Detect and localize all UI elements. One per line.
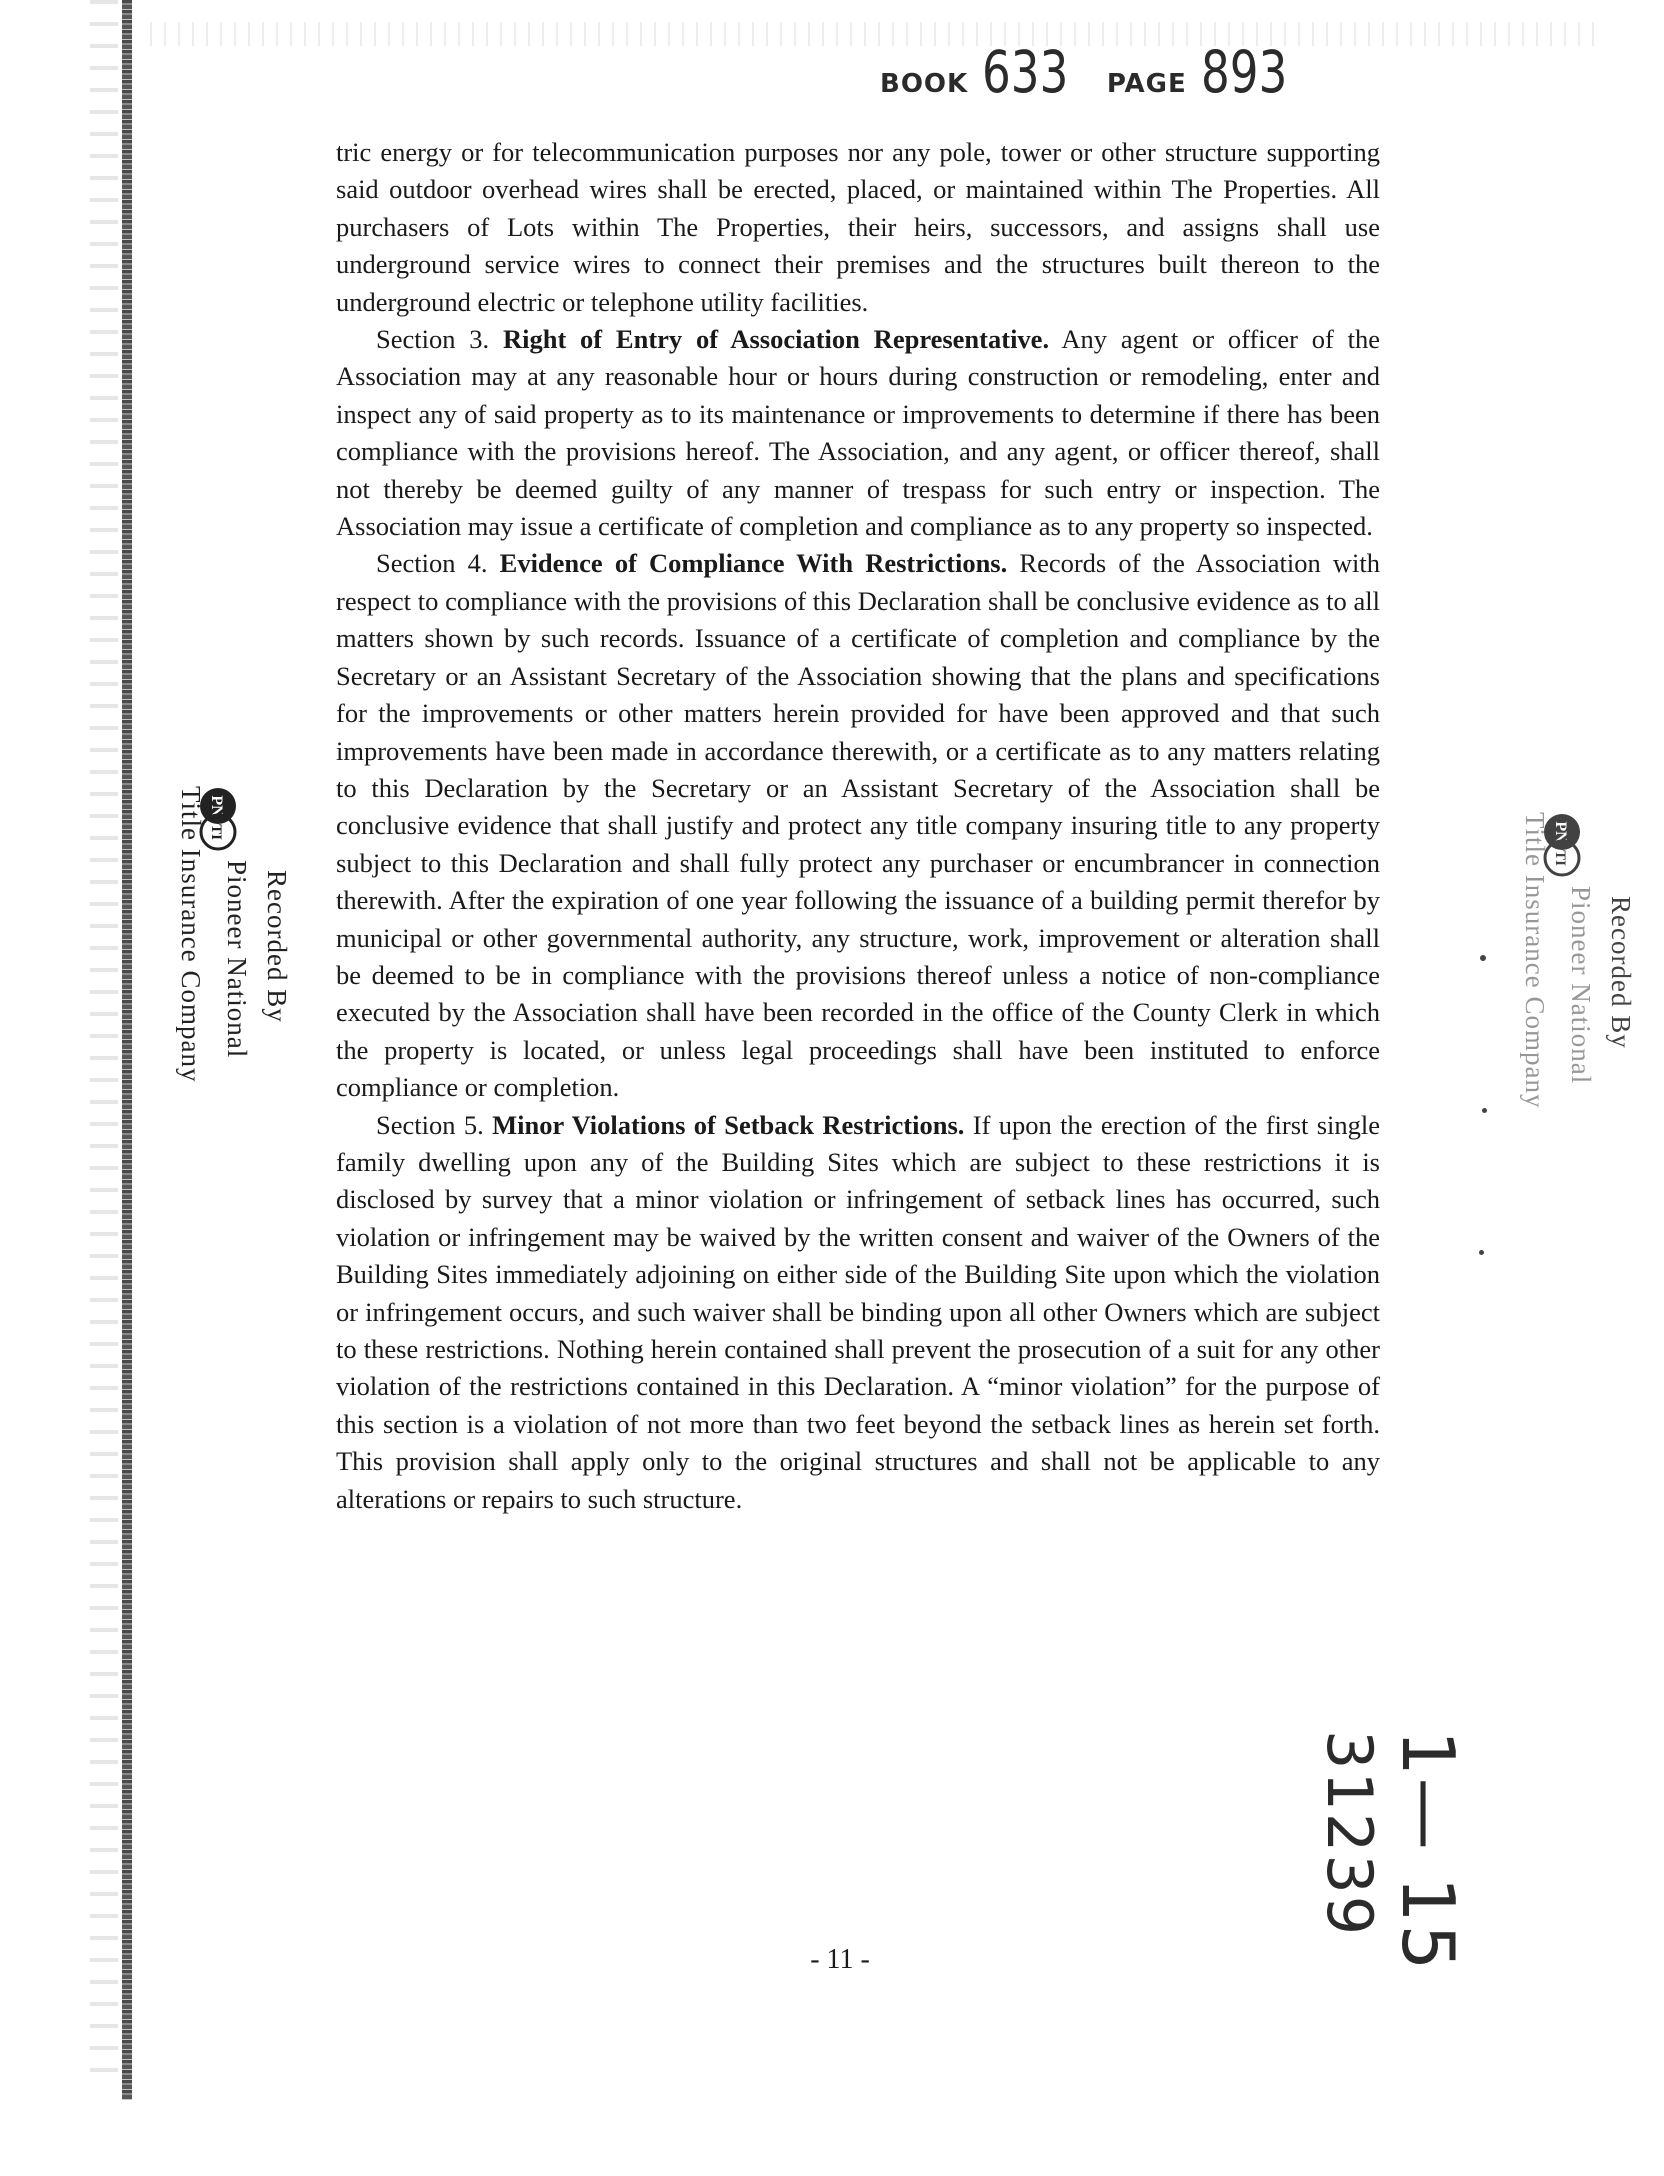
scan-top-noise [150, 22, 1600, 46]
binding-strip [122, 0, 132, 2100]
footer-page-number: - 11 - [810, 1944, 870, 1975]
stamp-left-line2: Pioneer National [222, 860, 252, 1059]
section-4-heading: Evidence of Compliance With Restrictions. [499, 548, 1008, 579]
margin-annotation-line2: 31239 [1313, 1730, 1386, 1938]
section-3 [336, 321, 1380, 545]
svg-text:PN: PN [208, 795, 225, 817]
section-5-number: Section 5. [376, 1109, 484, 1140]
svg-text:TI: TI [208, 824, 224, 840]
margin-annotation-line1: 1— 15 [1386, 1730, 1470, 1973]
stamp-right-line3: Title Insurance Company [1520, 812, 1550, 1109]
recorded-by-stamp-left [166, 786, 296, 1116]
section-4-number: Section 4. [376, 548, 488, 579]
document-body [336, 134, 1380, 1518]
section-5-heading: Minor Violations of Setback Restrictions. [492, 1109, 965, 1140]
svg-text:PN: PN [1552, 821, 1569, 843]
section-3-heading: Right of Entry of Association Representative. [502, 324, 1050, 355]
stamp-right-line1: Recorded By [1606, 896, 1636, 1049]
page-label: PAGE [1106, 69, 1187, 99]
book-label: BOOK [880, 69, 969, 99]
scan-edge-artifact [90, 0, 118, 2080]
section-3-text: Any agent or officer of the Association may at any reasonable hour or hours during construction or remodeling, enter and inspect any of said property as to its maintenance or improvements to determine if there has been compliance with the provisions hereof. The Association, and any agent, or officer thereof, shall not thereby be deemed guilty of any manner of trespass for such entry or inspection. The Association may issue a certificate of completion and compliance as to any property so inspected. [336, 324, 1380, 542]
section-3-number: Section 3. [376, 324, 490, 355]
page-number-header: 893 [1200, 38, 1288, 106]
scan-speck [1480, 955, 1486, 961]
scan-speck [1479, 1250, 1484, 1255]
recorded-by-stamp-right [1510, 812, 1640, 1142]
svg-text:TI: TI [1552, 850, 1568, 866]
scan-speck [1482, 1108, 1487, 1113]
stamp-left-line3: Title Insurance Company [176, 786, 206, 1083]
section-4-text: Records of the Association with respect to compliance with the provisions of this Declaration shall be conclusive evidence as to all matters shown by such records. Issuance of a certificate of completion and compliance by the Secretary or an Assistant Secretary of the Association showing that the plans and specifications for the improvements or other matters herein provided for have been approved and that such improvements have been made in accordance therewith, or a certificate as to any matters relating to this Declaration by the Secretary or an Assistant Secretary of the Association shall be conclusive evidence that shall justify and protect any title company insuring title to any property subject to this Declaration and shall fully protect any purchaser or encumbrancer in connection therewith. After the expiration of one year following the issuance of a building permit therefor by municipal or other governmental authority, any structure, work, improvement or alteration shall be deemed to be in compliance with the provisions thereof unless a notice of non-compliance executed by the Association shall have been recorded in the office of the County Clerk in which the property is located, or unless legal proceedings shall have been instituted to enforce compliance or completion. [336, 548, 1380, 1103]
section-4 [336, 545, 1380, 1106]
stamp-right-line2: Pioneer National [1566, 886, 1596, 1085]
stamp-left-line1: Recorded By [262, 870, 292, 1023]
book-number: 633 [982, 38, 1069, 106]
section-5-text: If upon the erection of the first single family dwelling upon any of the Building Sites which are subject to these restrictions it is disclosed by survey that a minor violation or infringement of setback lines has occurred, such violation or infringement may be waived by the written consent and waiver of the Owners of the Building Sites immediately adjoining on either side of the Building Site upon which the violation or infringement occurs, and such waiver shall be binding upon all other Owners which are subject to these restrictions. Nothing herein contained shall prevent the prosecution of a suit for any other violation of the restrictions contained in this Declaration. A “minor violation” for the purpose of this section is a violation of not more than two feet beyond the setback lines as herein set forth. This provision shall apply only to the original structures and shall not be applicable to any alterations or repairs to such structure. [336, 1109, 1381, 1514]
continuation-paragraph: tric energy or for telecommunication purposes nor any pole, tower or other structure supporting said outdoor overhead wires shall be erected, placed, or maintained within The Properties. All purchasers of Lots within The Properties, their heirs, successors, and assigns shall use underground service wires to connect their premises and the structures built thereon to the underground electric or telephone utility facilities. [336, 137, 1380, 317]
margin-annotation [1313, 1730, 1470, 1972]
book-page-header [880, 38, 1300, 108]
section-5 [336, 1107, 1380, 1518]
